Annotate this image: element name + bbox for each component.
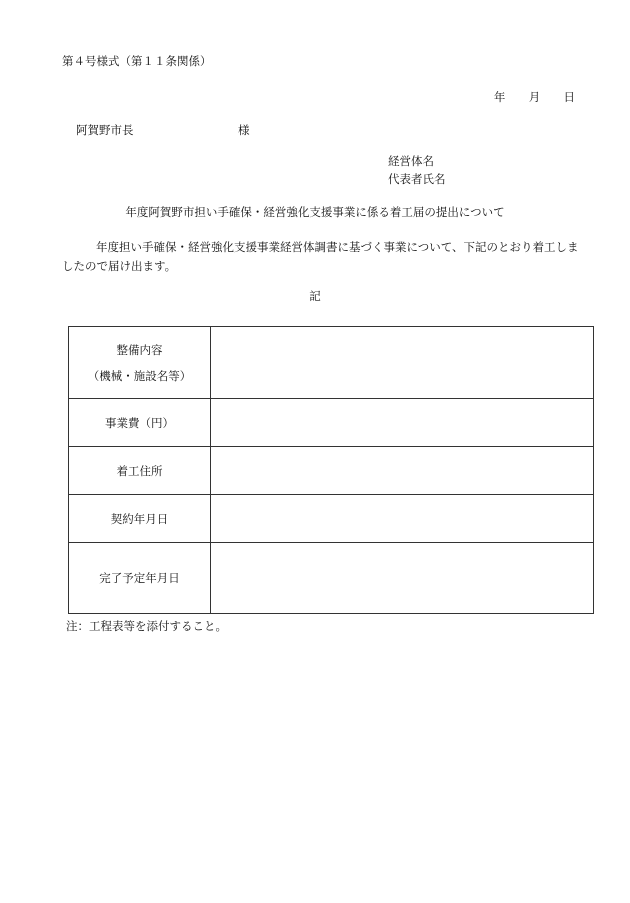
recipient: 阿賀野市長: [76, 123, 134, 137]
footnote: 注：工程表等を添付すること。: [66, 619, 227, 633]
label-line: （機械・施設名等）: [87, 368, 192, 383]
ki-heading: 記: [309, 289, 321, 303]
representative-name-label: 代表者氏名: [388, 172, 446, 186]
detail-table: [68, 326, 594, 614]
row-value-cost[interactable]: [211, 399, 594, 447]
document-title: 年度阿賀野市担い手確保・経営強化支援事業に係る着工届の提出について: [125, 205, 505, 219]
label-line: 整備内容: [116, 342, 163, 357]
table-row: [69, 543, 594, 614]
date-month-label: 月: [528, 90, 541, 104]
row-label-contract-date: 契約年月日: [69, 495, 211, 543]
table-row: [69, 447, 594, 495]
row-label-cost: 事業費（円）: [69, 399, 211, 447]
body-text: 年度担い手確保・経営強化支援事業経営体調書に基づく事業について、下記のとおり着工しましたので届け出ます。: [62, 240, 579, 273]
table-row: [69, 495, 594, 543]
row-label-completion-date: 完了予定年月日: [69, 543, 211, 614]
row-label-facility: [69, 327, 211, 399]
org-name-label: 経営体名: [388, 154, 434, 168]
date-day-label: 日: [563, 90, 575, 104]
date-year-label: 年: [493, 90, 506, 104]
row-value-completion-date[interactable]: [211, 543, 594, 614]
recipient-honorific: 様: [238, 123, 250, 137]
row-value-contract-date[interactable]: [211, 495, 594, 543]
row-value-facility[interactable]: [211, 327, 594, 399]
row-value-address[interactable]: [211, 447, 594, 495]
table-row: [69, 399, 594, 447]
date-line: [494, 91, 575, 105]
table-row: [69, 327, 594, 399]
row-label-address: 着工住所: [69, 447, 211, 495]
form-number: 第４号様式（第１１条関係）: [62, 54, 212, 68]
